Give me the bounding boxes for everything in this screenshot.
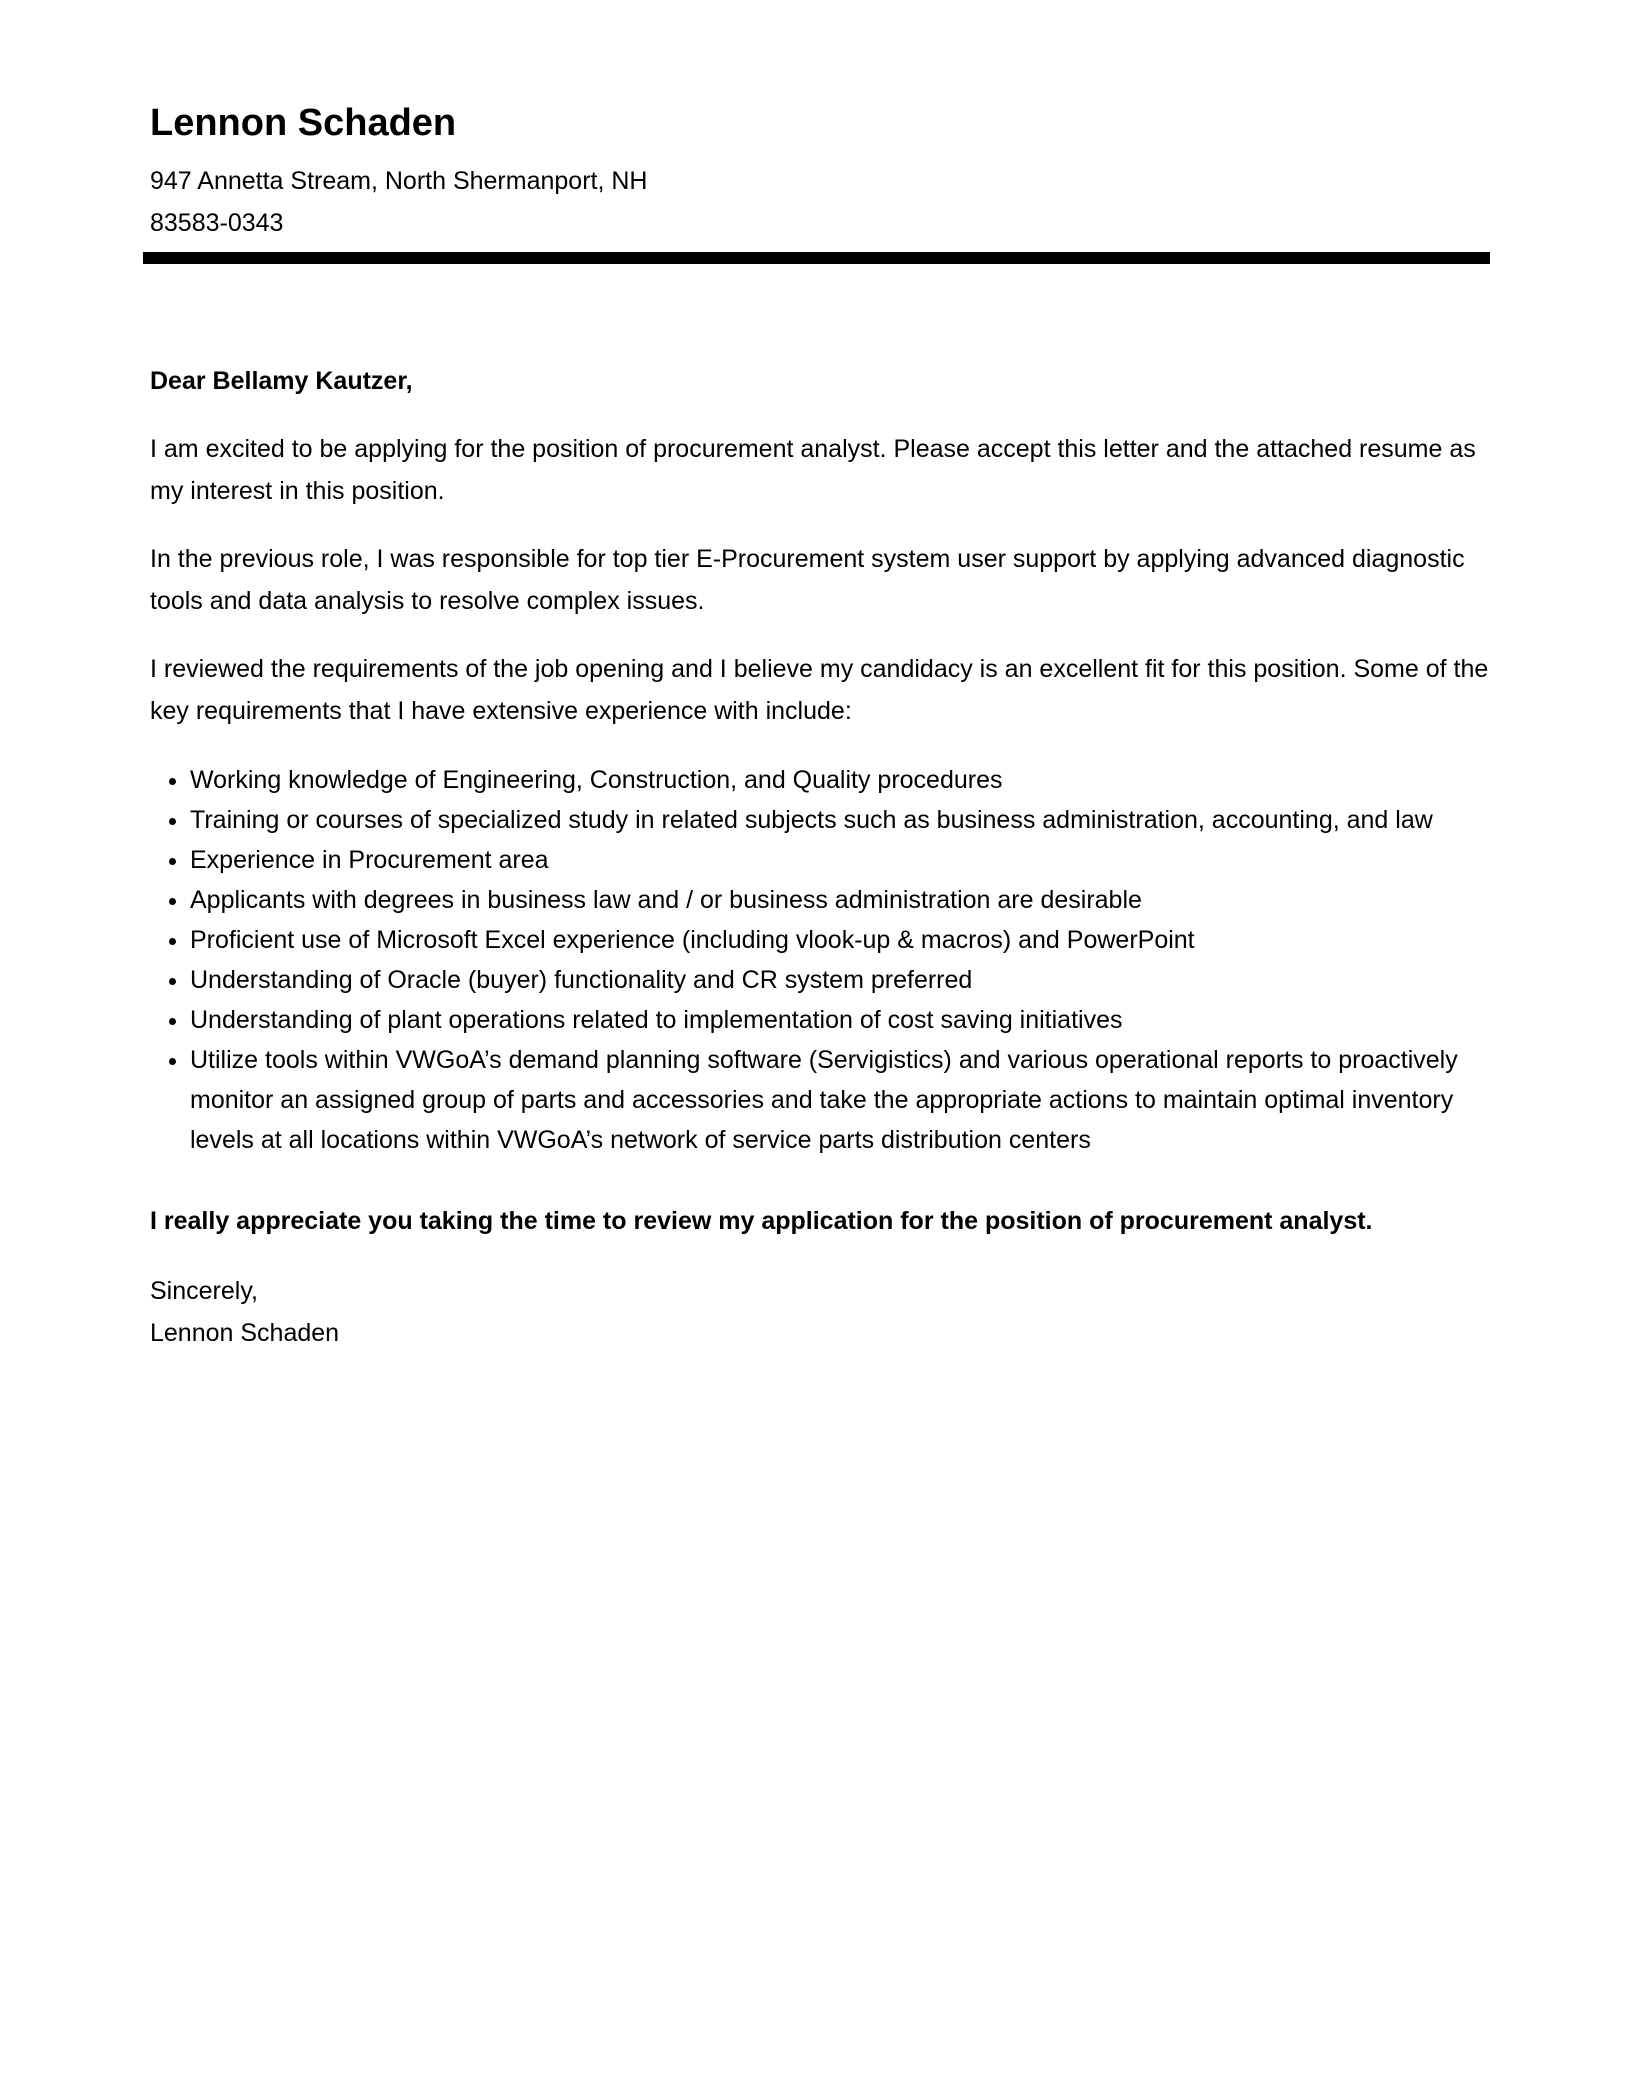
requirement-item: • Understanding of Oracle (buyer) functionality and CR system preferred	[190, 960, 1490, 1000]
sender-address-line2: 83583-0343	[150, 209, 284, 237]
requirement-item: • Proficient use of Microsoft Excel experience (including vlook-up & macros) and PowerPoint	[190, 920, 1490, 960]
body-paragraph: I am excited to be applying for the position of procurement analyst. Please accept this letter and the attached resume as my interest in this position.	[150, 435, 1476, 505]
requirements-list	[150, 760, 1490, 1160]
requirement-item: • Utilize tools within VWGoA’s demand planning software (Servigistics) and various operational reports to proactively monitor an assigned group of parts and accessories and take the appropriate actions to maintain optimal inventory levels at all locations within VWGoA’s network of service parts distribution centers	[190, 1040, 1490, 1160]
requirement-item: • Working knowledge of Engineering, Construction, and Quality procedures	[190, 760, 1490, 800]
body-paragraphs	[150, 428, 1490, 732]
sign-off: Sincerely,	[150, 1277, 258, 1305]
requirement-item: • Applicants with degrees in business law and / or business administration are desirable	[190, 880, 1490, 920]
sender-address-line1: 947 Annetta Stream, North Shermanport, NH	[150, 167, 648, 195]
body-paragraph: In the previous role, I was responsible for top tier E-Procurement system user support by applying advanced diagnostic tools and data analysis to resolve complex issues.	[150, 545, 1465, 615]
signature-name: Lennon Schaden	[150, 1319, 340, 1347]
body-paragraph: I reviewed the requirements of the job opening and I believe my candidacy is an excellent fit for this position. Some of the key requirements that I have extensive experience with include:	[150, 655, 1489, 725]
greeting: Dear Bellamy Kautzer,	[150, 367, 413, 395]
header-divider-rule	[143, 252, 1490, 264]
closing-emphasis: I really appreciate you taking the time to review my application for the position of procurement analyst.	[150, 1207, 1373, 1235]
requirement-item: • Understanding of plant operations related to implementation of cost saving initiatives	[190, 1000, 1490, 1040]
letter-header	[150, 100, 1490, 264]
sender-name: Lennon Schaden	[150, 102, 457, 144]
requirement-item: • Experience in Procurement area	[190, 840, 1490, 880]
requirement-item: • Training or courses of specialized study in related subjects such as business administration, accounting, and law	[190, 800, 1490, 840]
sign-off-block	[150, 1270, 1490, 1354]
